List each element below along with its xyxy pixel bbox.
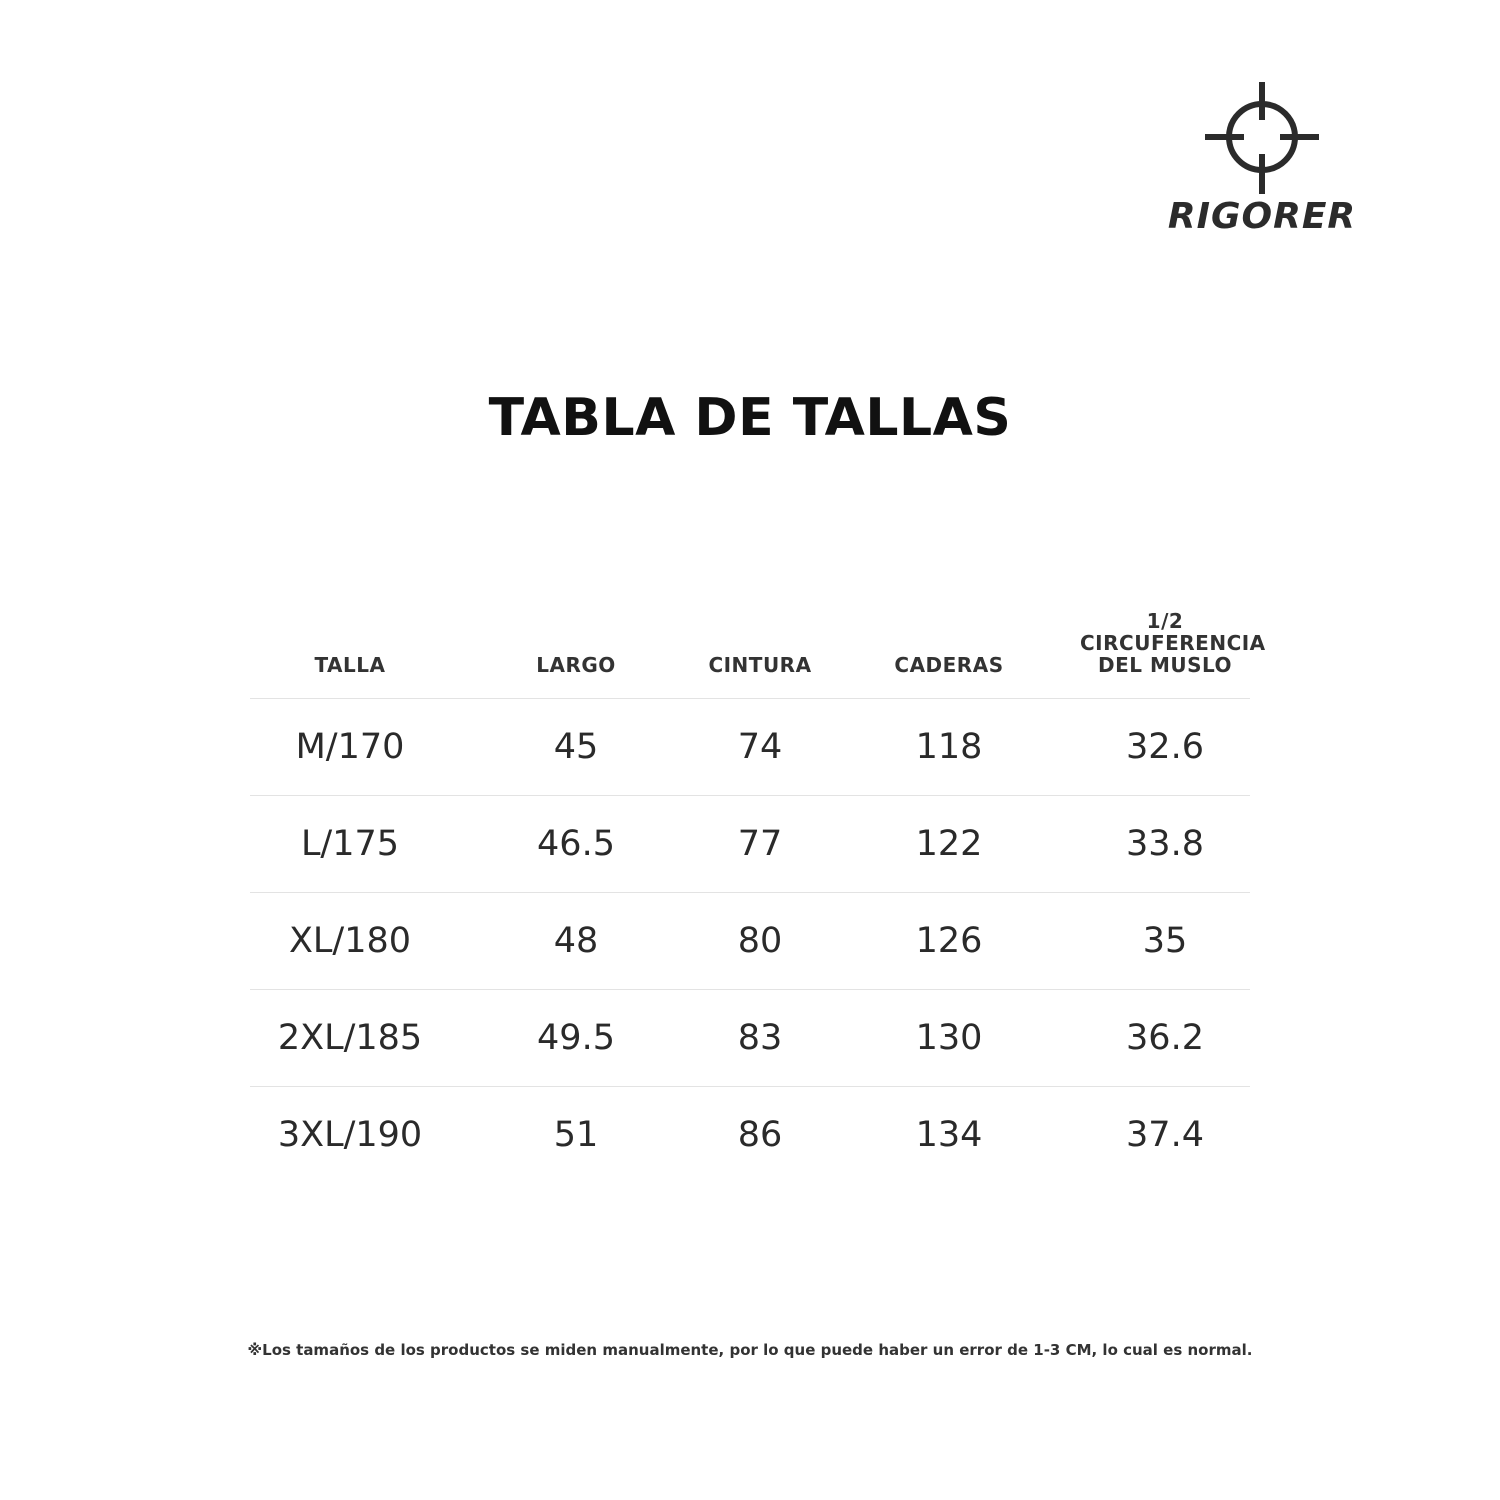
cell-cintura: 86 (737, 1114, 783, 1155)
table-row (250, 698, 1250, 795)
cell-caderas: 134 (915, 1114, 983, 1155)
cell-cintura: 80 (702, 892, 818, 989)
cell-muslo: 33.8 (1080, 795, 1250, 892)
cell-talla: M/170 (250, 698, 450, 795)
cell-largo: 45 (450, 698, 702, 795)
size-table (250, 590, 1266, 1183)
cell-caderas: 126 (818, 892, 1080, 989)
cell-largo: 51 (553, 1114, 599, 1155)
cell-largo: 46.5 (450, 795, 702, 892)
header-talla: TALLA (250, 590, 450, 698)
cell-muslo: 35 (1080, 892, 1250, 989)
crosshair-icon (1202, 80, 1322, 196)
cell-largo: 48 (450, 892, 702, 989)
brand-logo (1160, 80, 1364, 240)
header-caderas: CADERAS (818, 590, 1080, 698)
cell-talla: L/175 (250, 795, 450, 892)
cell-caderas: 130 (818, 989, 1080, 1086)
header-largo: LARGO (450, 590, 702, 698)
header-muslo: 1/2 CIRCUFERENCIA DEL MUSLO (1080, 590, 1250, 698)
cell-cintura: 77 (702, 795, 818, 892)
cell-muslo: 36.2 (1080, 989, 1250, 1086)
cell-muslo: 32.6 (1080, 698, 1250, 795)
cell-talla: XL/180 (250, 892, 450, 989)
table-row (250, 892, 1250, 989)
brand-name: RIGORER (1167, 196, 1357, 237)
table-row (250, 989, 1250, 1086)
footnote: ※Los tamaños de los productos se miden manualmente, por lo que puede haber un error de 1-3 CM, lo cual es normal. (247, 1341, 1253, 1359)
cell-cintura: 83 (702, 989, 818, 1086)
cell-largo: 49.5 (450, 989, 702, 1086)
cell-caderas: 118 (818, 698, 1080, 795)
cell-talla: 2XL/185 (250, 989, 450, 1086)
table-row (250, 795, 1250, 892)
header-cintura: CINTURA (702, 590, 818, 698)
page-title: TABLA DE TALLAS (488, 388, 1012, 448)
table-header-row (250, 590, 1250, 698)
cell-caderas: 122 (818, 795, 1080, 892)
cell-talla: 3XL/190 (277, 1114, 423, 1155)
cell-cintura: 74 (702, 698, 818, 795)
table-row (250, 1086, 1250, 1183)
cell-muslo: 37.4 (1126, 1114, 1204, 1155)
